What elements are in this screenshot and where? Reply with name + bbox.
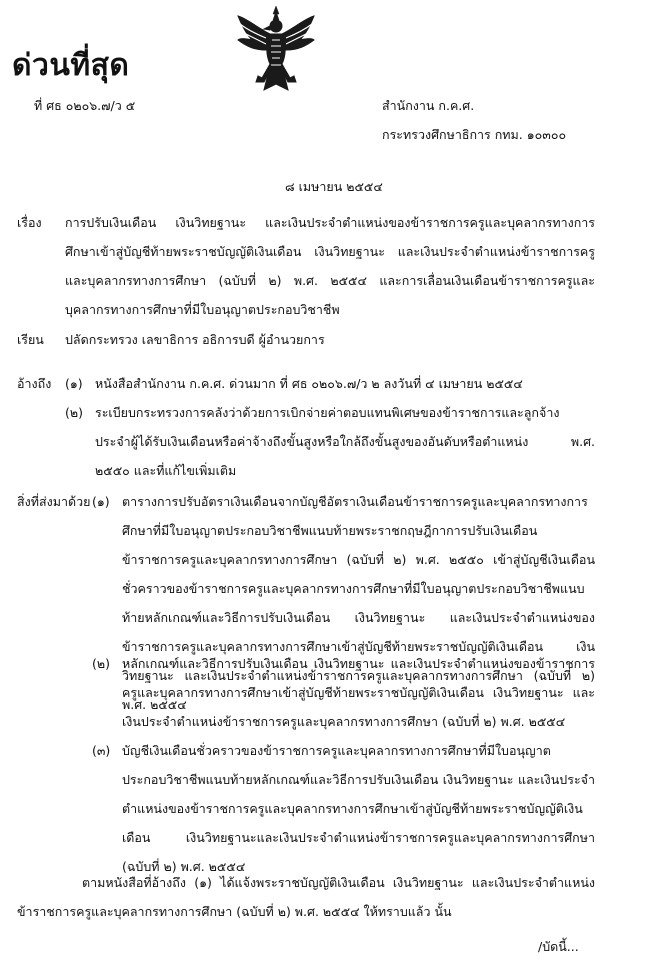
enclosure-item: [92, 736, 595, 881]
enclosure-number: (๓): [92, 743, 111, 758]
reference-text: หนังสือสำนักงาน ก.ค.ศ. ด่วนมาก ที่ ศธ ๐๒๐๖.๗/ว ๒ ลงวันที่ ๔ เมษายน ๒๕๕๔: [95, 376, 523, 391]
enclosure-text: ตารางการปรับอัตราเงินเดือนจากบัญชีอัตราเงินเดือนข้าราชการครูและบุคลากรทางการศึกษาที่มีใบอนุญาตประกอบวิชาชีพแนบท้ายพระราชกฤษฎีกาการปรับเงินเดือนข้าราชการครูและบุคลากรทางการศึกษา (ฉบับที่ ๒) พ.ศ. ๒๕๕๐ เข้าสู่บัญชีเงินเดือนชั่วคราวของข้าราชการครูและบุคลากรทางการศึกษาที่มีใบอนุญาตประกอบวิชาชีพแนบท้ายหลักเกณฑ์และวิธีการปรับเงินเดือน เงินวิทยฐานะ และเงินประจำตำแหน่งของข้าราชการครูและบุคลากรทางการศึกษาเข้าสู่บัญชีท้ายพระราชบัญญัติเงินเดือน เงินวิทยฐานะ และเงินประจำตำแหน่งข้าราชการครูและบุคลากรทางการศึกษา (ฉบับที่ ๒) พ.ศ. ๒๕๕๔: [122, 494, 595, 712]
enclosure-number: (๑): [92, 494, 110, 509]
reference-text: ระเบียบกระทรวงการคลังว่าด้วยการเบิกจ่ายค่าตอบแทนพิเศษของข้าราชการและลูกจ้างประจำผู้ได้รับเงินเดือนหรือค่าจ้างถึงขั้นสูงหรือใกล้ถึงขั้นสูงของอันดับหรือตำแหน่ง พ.ศ. ๒๕๕๐ และที่แก้ไขเพิ่มเติม: [95, 405, 595, 478]
subject-text: การปรับเงินเดือน เงินวิทยฐานะ และเงินประจำตำแหน่งของข้าราชการครูและบุคลากรทางการศึกษาเข้าสู่บัญชีท้ายพระราชบัญญัติเงินเดือน เงินวิทยฐานะ และเงินประจำตำแหน่งข้าราชการครูและบุคลากรทางการศึกษา (ฉบับที่ ๒) พ.ศ. ๒๕๕๔ และการเลื่อนเงินเดือนข้าราชการครูและบุคลากรทางการศึกษาที่มีใบอนุญาตประกอบวิชาชีพ: [65, 215, 595, 317]
recipient-label: เรียน: [17, 332, 44, 347]
enclosure-text: หลักเกณฑ์และวิธีการปรับเงินเดือน เงินวิทยฐานะ และเงินประจำตำแหน่งของข้าราชการครูและบุคลากรทางการศึกษาเข้าสู่บัญชีท้ายพระราชบัญญัติเงินเดือน เงินวิทยฐานะ และเงินประจำตำแหน่งข้าราชการครูและบุคลากรทางการศึกษา (ฉบับที่ ๒) พ.ศ. ๒๕๕๔: [122, 656, 595, 729]
enclosure-item: [92, 649, 595, 736]
recipient-text: ปลัดกระทรวง เลขาธิการ อธิการบดี ผู้อำนวยการ: [65, 332, 325, 347]
letter-date: ๘ เมษายน ๒๕๕๔: [285, 179, 383, 194]
continuation-marker: /บัดนี้...: [538, 939, 579, 954]
enclosure-number: (๒): [92, 656, 110, 671]
body-paragraph: ตามหนังสือที่อ้างถึง (๑) ได้แจ้งพระราชบัญญัติเงินเดือน เงินวิทยฐานะ และเงินประจำตำแหน่งข้าราชการครูและบุคลากรทางการศึกษา (ฉบับที่ ๒) พ.ศ. ๒๕๕๔ ให้ทราบแล้ว นั้น: [17, 875, 595, 919]
urgency-mark: ด่วนที่สุด: [12, 48, 130, 83]
sender-ministry: กระทรวงศึกษาธิการ กทม. ๑๐๓๐๐: [382, 127, 567, 142]
enclosure-text: บัญชีเงินเดือนชั่วคราวของข้าราชการครูและบุคลากรทางการศึกษาที่มีใบอนุญาตประกอบวิชาชีพแนบท้ายหลักเกณฑ์และวิธีการปรับเงินเดือน เงินวิทยฐานะ และเงินประจำตำแหน่งของข้าราชการครูและบุคลากรทางการศึกษาเข้าสู่บัญชีท้ายพระราชบัญญัติเงินเดือน เงินวิทยฐานะและเงินประจำตำแหน่งข้าราชการครูและบุคลากรทางการศึกษา (ฉบับที่ ๒) พ.ศ. ๒๕๕๔: [122, 743, 595, 874]
reference-label: อ้างถึง: [17, 376, 52, 391]
reference-item: [65, 369, 595, 398]
sender-office: สำนักงาน ก.ค.ศ.: [382, 98, 475, 113]
reference-number: (๑): [65, 376, 83, 391]
reference-item: [65, 398, 595, 485]
garuda-emblem-icon: [236, 4, 316, 92]
reference-number: (๒): [65, 405, 83, 420]
document-number: ที่ ศธ ๐๒๐๖.๗/ว ๕: [34, 98, 136, 113]
subject-label: เรื่อง: [17, 215, 42, 230]
enclosure-label: สิ่งที่ส่งมาด้วย: [17, 494, 91, 509]
